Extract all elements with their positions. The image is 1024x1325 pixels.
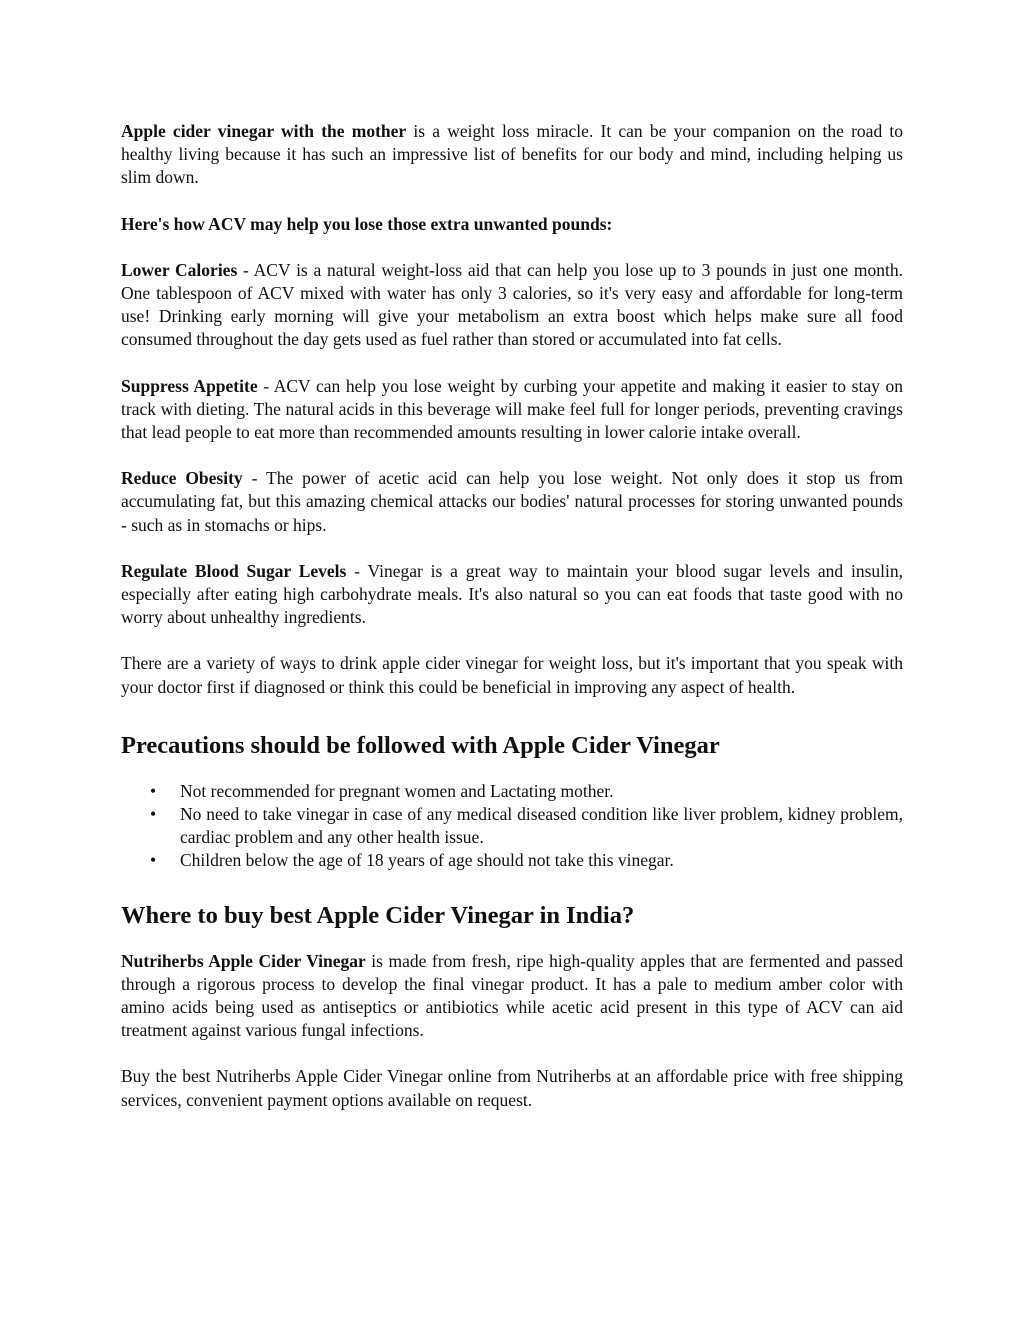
bullet-icon: •	[150, 850, 157, 871]
benefit-text: - ACV is a natural weight-loss aid that can help you lose up to 3 pounds in just one month. One tablespoon of ACV mixed with water has only 3 calories, so it's very easy and affordable for long-term use! Drinking early morning will give your metabolism an extra boost which helps make sure all food consumed throughout the day gets used as fuel rather than stored or accumulated into fat cells.	[121, 259, 903, 350]
benefit-paragraph	[121, 560, 903, 630]
benefit-title: Suppress Appetite	[121, 375, 258, 396]
closing-paragraph: Buy the best Nutriherbs Apple Cider Vinegar online from Nutriherbs at an affordable price with free shipping services, convenient payment options available on request.	[121, 1066, 903, 1110]
benefit-title: Reduce Obesity	[121, 468, 243, 489]
benefit-title: Regulate Blood Sugar Levels	[121, 560, 347, 581]
precautions-list	[121, 780, 903, 873]
benefit-text: - The power of acetic acid can help you lose weight. Not only does it stop us from accumulating fat, but this amazing chemical attacks our bodies' natural processes for storing unwanted pounds - such as in stomachs or hips.	[121, 468, 903, 535]
intro-paragraph	[121, 120, 903, 190]
list-item-text: Not recommended for pregnant women and Lactating mother.	[180, 780, 614, 801]
benefits-heading-text: Here's how ACV may help you lose those extra unwanted pounds:	[121, 213, 613, 234]
list-item-text: No need to take vinegar in case of any medical diseased condition like liver problem, kidney problem, cardiac problem and any other health issue.	[180, 804, 903, 848]
precautions-heading: Precautions should be followed with Apple Cider Vinegar	[121, 731, 720, 759]
benefit-paragraph	[121, 375, 903, 445]
intro-bold: Apple cider vinegar with the mother	[121, 121, 407, 141]
benefit-paragraph	[121, 259, 903, 352]
bullet-icon: •	[150, 804, 157, 825]
intro-text: is a weight loss miracle. It can be your companion on the road to healthy living because it has such an impressive list of benefits for our body and mind, including helping us slim down.	[121, 121, 904, 188]
bullet-icon: •	[150, 780, 157, 801]
product-text: is made from fresh, ripe high-quality apples that are fermented and passed through a rigorous process to develop the final vinegar product. It has a pale to medium amber color with amino acids being used as antiseptics or antibiotics while acetic acid present in this type of ACV can aid treatment against various fungal infections.	[121, 950, 903, 1041]
list-item	[121, 780, 903, 803]
product-paragraph	[121, 950, 903, 1043]
document-page	[121, 120, 903, 1112]
benefit-text: - Vinegar is a great way to maintain your blood sugar levels and insulin, especially after eating high carbohydrate meals. It's also natural so you can eat foods that taste good with no worry about unhealthy ingredients.	[121, 560, 903, 628]
benefit-text: - ACV can help you lose weight by curbing your appetite and making it easier to stay on track with dieting. The natural acids in this beverage will make feel full for longer periods, preventing cravings that lead people to eat more than recommended amounts resulting in lower calorie intake overall.	[121, 375, 903, 443]
doctor-note: There are a variety of ways to drink apple cider vinegar for weight loss, but it's important that you speak with your doctor first if diagnosed or think this could be beneficial in improving any aspect of health.	[121, 653, 903, 697]
benefit-paragraph	[121, 467, 903, 537]
benefits-heading	[121, 213, 903, 236]
list-item	[121, 803, 903, 849]
list-item	[121, 849, 903, 872]
product-name: Nutriherbs Apple Cider Vinegar	[121, 950, 366, 971]
list-item-text: Children below the age of 18 years of age should not take this vinegar.	[180, 850, 674, 871]
where-to-buy-heading: Where to buy best Apple Cider Vinegar in India?	[121, 901, 635, 929]
benefit-title: Lower Calories	[121, 259, 238, 280]
